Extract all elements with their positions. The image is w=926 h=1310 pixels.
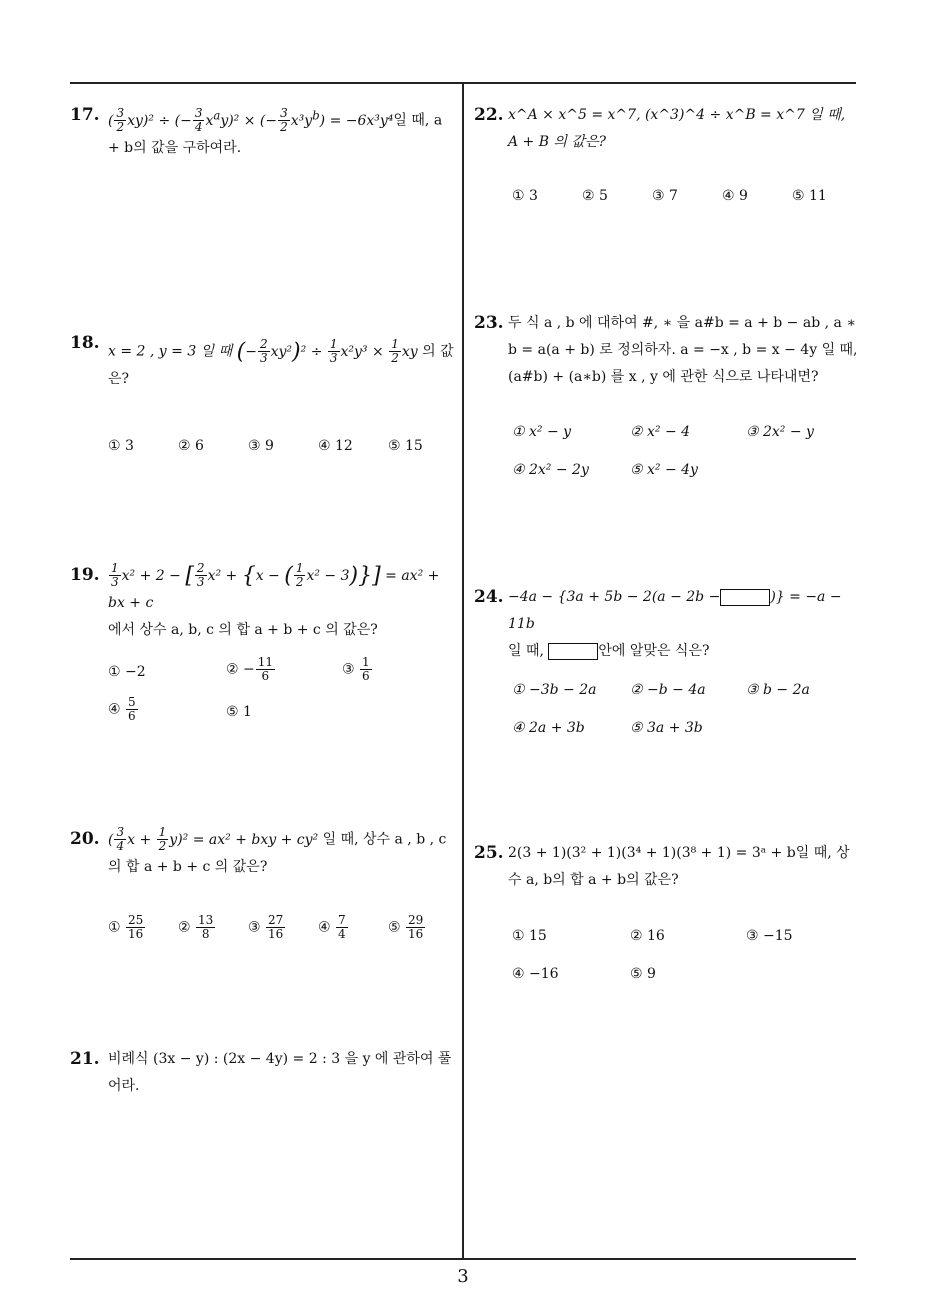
choice-4[interactable]: ④ 2a + 3b bbox=[512, 720, 585, 736]
choice-3[interactable]: ③ 2x² − y bbox=[746, 424, 814, 440]
question-number: 20. bbox=[70, 829, 100, 849]
question-18-lead: x = 2 , y = 3 일 때 bbox=[108, 343, 233, 360]
choice-1[interactable]: ① −2 bbox=[108, 664, 146, 680]
question-text bbox=[508, 584, 858, 665]
choice-5[interactable]: ⑤ 3a + 3b bbox=[630, 720, 703, 736]
question-text: x = 2 , y = 3 일 때 (− $\frac{2}{3}$ xy²)² ÷ $\frac{1}{3}$ x²y³ × $\frac{1}{2}$ xy 의 값은? bbox=[108, 337, 454, 387]
question-number: 25. bbox=[474, 843, 504, 863]
question-20 bbox=[70, 826, 458, 881]
choice-1[interactable]: ① x² − y bbox=[512, 424, 572, 440]
choice-4[interactable]: ④ $\frac{7}{4}$ bbox=[318, 913, 346, 941]
column-divider bbox=[462, 82, 464, 1259]
question-25 bbox=[474, 840, 858, 894]
question-24-line1: −4a − {3a + 5b − 2(a − 2b − bbox=[508, 589, 721, 605]
question-text: 비례식 (3x − y) : (2x − 4y) = 2 : 3 을 y 에 관하여 풀어라. bbox=[108, 1051, 452, 1094]
question-text: ( $\frac{3}{2}$ xy)² ÷ (− $\frac{3}{4}$ $x^ay)^2$ × (− $\frac{3}{2}$ $x^3y^b) = -6x^3y^4$일 때, a + b의 값을 구하여라. bbox=[108, 106, 443, 156]
question-number: 24. bbox=[474, 587, 504, 607]
question-text: x^A × x^5 = x^7, (x^3)^4 ÷ x^B = x^7 일 때, A + B 의 값은? bbox=[508, 107, 846, 150]
choice-3[interactable]: ③ 9 bbox=[248, 438, 274, 454]
question-22 bbox=[474, 102, 858, 156]
choice-1[interactable]: ① 3 bbox=[108, 438, 134, 454]
page-number: 3 bbox=[457, 1266, 469, 1287]
question-24 bbox=[474, 584, 858, 665]
choice-3[interactable]: ③ b − 2a bbox=[746, 682, 810, 698]
question-18-tail: 의 값은? bbox=[108, 343, 454, 387]
choice-2[interactable]: ② 6 bbox=[178, 438, 204, 454]
choice-3[interactable]: ③ $\frac{1}{6}$ bbox=[342, 655, 370, 683]
choice-5[interactable]: ⑤ 9 bbox=[630, 966, 656, 982]
question-24-line1-end: )} = −a − 11b bbox=[508, 589, 842, 632]
choice-3[interactable]: ③ −15 bbox=[746, 928, 793, 944]
question-number: 19. bbox=[70, 565, 100, 585]
question-text: 2(3 + 1)(3² + 1)(3⁴ + 1)(3⁸ + 1) = 3ᵃ + b일 때, 상수 a, b의 합 a + b의 값은? bbox=[508, 845, 850, 888]
choice-1[interactable]: ① 3 bbox=[512, 188, 538, 204]
choice-1[interactable]: ① 15 bbox=[512, 928, 547, 944]
choice-4[interactable]: ④ 12 bbox=[318, 438, 353, 454]
choice-4[interactable]: ④ $\frac{5}{6}$ bbox=[108, 695, 136, 723]
question-number: 17. bbox=[70, 105, 100, 125]
question-19 bbox=[70, 562, 458, 644]
choice-5[interactable]: ⑤ 1 bbox=[226, 704, 252, 720]
question-text: ( $\frac{3}{4}$ x + $\frac{1}{2}$ y)² = ax² + bxy + cy² 일 때, 상수 a , b , c 의 합 a + b + c 의 값은? bbox=[108, 825, 447, 875]
choice-4[interactable]: ④ 2x² − 2y bbox=[512, 462, 589, 478]
choice-3[interactable]: ③ 7 bbox=[652, 188, 678, 204]
question-19-tail: 에서 상수 a, b, c 의 합 a + b + c 의 값은? bbox=[108, 621, 378, 638]
question-21 bbox=[70, 1046, 458, 1100]
choice-5[interactable]: ⑤ $\frac{29}{16}$ bbox=[388, 913, 424, 941]
question-20-tail: 일 때, 상수 a , b , c 의 합 a + b + c 의 값은? bbox=[108, 831, 447, 875]
question-text: 두 식 a , b 에 대하여 #, ∗ 을 a#b = a + b − ab , a ∗ b = a(a + b) 로 정의하자. a = −x , b = x − 4y 일 때, (a#b) + (a∗b) 를 x , y 에 관한 식으로 나타내면? bbox=[508, 315, 858, 385]
answer-box bbox=[548, 643, 598, 660]
choice-2[interactable]: ② x² − 4 bbox=[630, 424, 691, 440]
choice-5[interactable]: ⑤ 15 bbox=[388, 438, 423, 454]
choice-3[interactable]: ③ $\frac{27}{16}$ bbox=[248, 913, 284, 941]
question-24-line2-end: 안에 알맞은 식은? bbox=[598, 643, 710, 659]
choice-2[interactable]: ② − $\frac{11}{6}$ bbox=[226, 655, 274, 683]
choice-2[interactable]: ② 5 bbox=[582, 188, 608, 204]
question-17 bbox=[70, 102, 458, 162]
choice-1[interactable]: ① −3b − 2a bbox=[512, 682, 597, 698]
question-17-tail: 일 때, a + b의 값을 구하여라. bbox=[108, 112, 443, 156]
question-number: 18. bbox=[70, 333, 100, 353]
choice-5[interactable]: ⑤ x² − 4y bbox=[630, 462, 698, 478]
choice-4[interactable]: ④ −16 bbox=[512, 966, 559, 982]
question-text: $\frac{1}{3}$ x² + 2 − [ $\frac{2}{3}$ x² + {x − ( $\frac{1}{2}$ x² − 3)}] = ax² + bx + c 에서 상수 a, b, c 의 합 a + b + c 의 값은? bbox=[108, 561, 440, 638]
choice-2[interactable]: ② −b − 4a bbox=[630, 682, 706, 698]
answer-box bbox=[720, 589, 770, 606]
question-number: 21. bbox=[70, 1049, 100, 1069]
choice-4[interactable]: ④ 9 bbox=[722, 188, 748, 204]
choice-2[interactable]: ② 16 bbox=[630, 928, 665, 944]
choice-5[interactable]: ⑤ 11 bbox=[792, 188, 827, 204]
question-18 bbox=[70, 330, 458, 393]
bottom-rule bbox=[70, 1258, 856, 1260]
question-number: 23. bbox=[474, 313, 504, 333]
choice-1[interactable]: ① $\frac{25}{16}$ bbox=[108, 913, 144, 941]
question-24-line2-start: 일 때, bbox=[508, 643, 544, 659]
question-number: 22. bbox=[474, 105, 504, 125]
choice-2[interactable]: ② $\frac{13}{8}$ bbox=[178, 913, 214, 941]
question-23 bbox=[474, 310, 858, 391]
